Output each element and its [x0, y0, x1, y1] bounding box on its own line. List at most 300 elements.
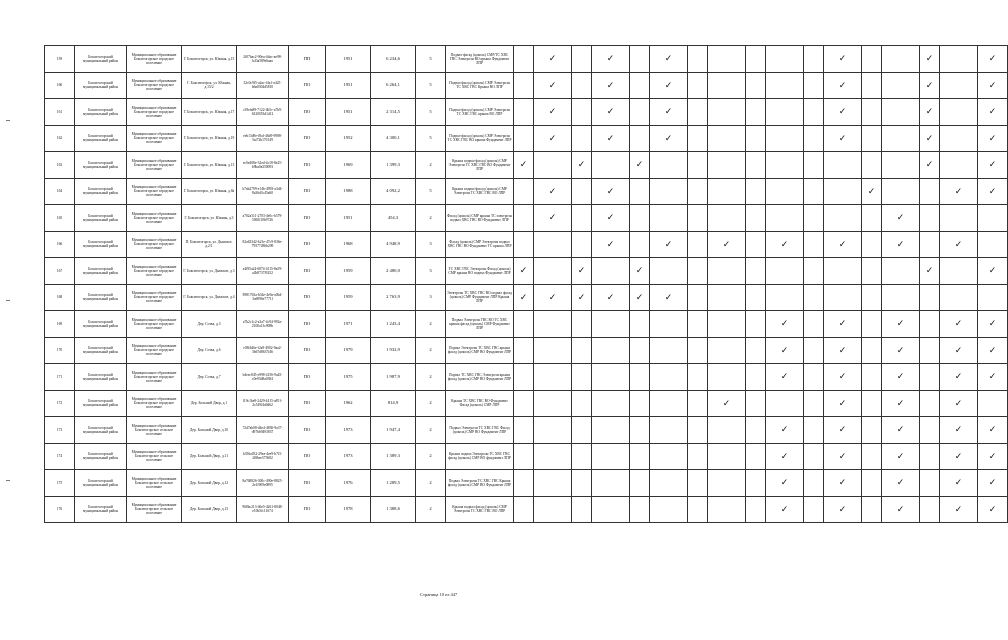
- row-number: 173: [45, 417, 75, 444]
- district-cell: Бокситогорский муниципальный район: [75, 364, 127, 391]
- check-cell: [708, 284, 746, 311]
- check-cell: [650, 417, 688, 444]
- check-cell: [804, 72, 824, 99]
- address-cell: П. Бокситогорск, ул. Дымское, д.2/1: [182, 231, 237, 258]
- check-cell: [746, 231, 766, 258]
- check-cell: [882, 470, 920, 497]
- check-cell: [708, 46, 746, 73]
- object-id-cell: 968bc213-46e5-4261-8048-e10b5fc11674: [237, 496, 289, 523]
- check-cell: [630, 364, 650, 391]
- checkmark-icon: ✓: [664, 106, 673, 117]
- checkmark-icon: ✓: [988, 159, 997, 170]
- area-cell: 4 948,9: [371, 231, 416, 258]
- check-cell: [572, 125, 592, 152]
- check-cell: [920, 231, 940, 258]
- check-cell: [824, 72, 862, 99]
- check-cell: [978, 364, 1008, 391]
- check-cell: [514, 46, 534, 73]
- area-cell: 1 947,4: [371, 417, 416, 444]
- table-row: [45, 284, 1008, 311]
- check-cell: [592, 364, 630, 391]
- check-cell: [592, 72, 630, 99]
- checkmark-icon: ✓: [896, 238, 905, 249]
- check-cell: [708, 337, 746, 364]
- check-cell: [882, 99, 920, 126]
- year-cell: 1951: [326, 46, 371, 73]
- check-cell: [514, 231, 534, 258]
- checkmark-icon: ✓: [664, 79, 673, 90]
- check-cell: [592, 337, 630, 364]
- margin-mark: [6, 480, 10, 481]
- address-cell: Дер. Большой Двор, д.1: [182, 390, 237, 417]
- check-cell: [940, 364, 978, 391]
- year-cell: 1971: [326, 311, 371, 338]
- check-cell: [746, 390, 766, 417]
- check-cell: [920, 417, 940, 444]
- checkmark-icon: ✓: [954, 450, 963, 461]
- work-list-cell: Подвал-фасад (цоколь) СМР Электроэн ТС ХВС ГВС Крыша ВО ЛПР: [446, 72, 514, 99]
- checkmark-icon: ✓: [635, 159, 644, 170]
- check-cell: [514, 258, 534, 285]
- checkmark-icon: ✓: [896, 344, 905, 355]
- area-cell: 814,9: [371, 390, 416, 417]
- address-cell: Г. Бокситогорск, ул. Южная, д.13: [182, 152, 237, 179]
- check-cell: [688, 496, 708, 523]
- district-cell: Бокситогорский муниципальный район: [75, 205, 127, 232]
- check-cell: [804, 496, 824, 523]
- check-cell: [650, 72, 688, 99]
- check-cell: [940, 390, 978, 417]
- check-cell: [766, 46, 804, 73]
- table-row: [45, 443, 1008, 470]
- check-cell: [766, 152, 804, 179]
- checkmark-icon: ✓: [838, 450, 847, 461]
- check-cell: [766, 390, 804, 417]
- check-cell: [804, 152, 824, 179]
- check-cell: [534, 72, 572, 99]
- check-cell: [514, 311, 534, 338]
- check-cell: [766, 231, 804, 258]
- zone-cell: ПО: [289, 470, 326, 497]
- district-cell: Бокситогорский муниципальный район: [75, 46, 127, 73]
- floors-cell: 5: [416, 125, 446, 152]
- check-cell: [824, 99, 862, 126]
- check-cell: [882, 417, 920, 444]
- check-cell: [920, 99, 940, 126]
- work-list-cell: Фасад (цоколь) СМР крыша ТС электроэн подвал ХВС ГВС ВО Фундамент ЛПР: [446, 205, 514, 232]
- zone-cell: ПО: [289, 99, 326, 126]
- checkmark-icon: ✓: [548, 53, 557, 64]
- work-list-cell: Подвал Электроэн ТС ХВС ГВС Фасад (цоколь) СМР ВО Фундамент ЛПР: [446, 417, 514, 444]
- check-cell: [920, 72, 940, 99]
- checkmark-icon: ✓: [988, 477, 997, 488]
- checkmark-icon: ✓: [838, 132, 847, 143]
- check-cell: [746, 152, 766, 179]
- checkmark-icon: ✓: [548, 79, 557, 90]
- check-cell: [572, 337, 592, 364]
- check-cell: [534, 284, 572, 311]
- check-cell: [882, 72, 920, 99]
- check-cell: [746, 417, 766, 444]
- check-cell: [688, 99, 708, 126]
- check-cell: [824, 46, 862, 73]
- table-row: [45, 72, 1008, 99]
- check-cell: [650, 470, 688, 497]
- floors-cell: 3: [416, 231, 446, 258]
- check-cell: [978, 417, 1008, 444]
- check-cell: [940, 258, 978, 285]
- check-cell: [572, 390, 592, 417]
- check-cell: [572, 443, 592, 470]
- zone-cell: ПО: [289, 443, 326, 470]
- check-cell: [882, 496, 920, 523]
- check-cell: [630, 72, 650, 99]
- check-cell: [534, 443, 572, 470]
- object-id-cell: 72d7ab08-d4e4-4836-9a37-d97b69493837: [237, 417, 289, 444]
- check-cell: [882, 258, 920, 285]
- check-cell: [824, 364, 862, 391]
- check-cell: [534, 390, 572, 417]
- check-cell: [804, 443, 824, 470]
- owner-cell: Муниципальное образование Бокситогорское сельское поселение: [127, 443, 182, 470]
- check-cell: [572, 496, 592, 523]
- check-cell: [650, 364, 688, 391]
- check-cell: [940, 417, 978, 444]
- checkmark-icon: ✓: [925, 53, 934, 64]
- table-row: [45, 390, 1008, 417]
- check-cell: [978, 470, 1008, 497]
- floors-cell: 5: [416, 46, 446, 73]
- row-number: 162: [45, 125, 75, 152]
- check-cell: [688, 152, 708, 179]
- check-cell: [650, 231, 688, 258]
- check-cell: [592, 152, 630, 179]
- address-cell: Дер. Сотка, д.6: [182, 337, 237, 364]
- work-list-cell: Подвал ТС ХВС ГВС Электроэн крыша фасад (цоколь) СМР ВО Фундамент ЛПР: [446, 364, 514, 391]
- check-cell: [572, 284, 592, 311]
- check-cell: [630, 311, 650, 338]
- check-cell: [708, 72, 746, 99]
- check-cell: [708, 99, 746, 126]
- check-cell: [862, 337, 882, 364]
- owner-cell: Муниципальное образование Бокситогорское городское поселение: [127, 205, 182, 232]
- checkmark-icon: ✓: [780, 450, 789, 461]
- check-cell: [572, 311, 592, 338]
- check-cell: [708, 496, 746, 523]
- table-body: [45, 46, 1008, 523]
- floors-cell: 2: [416, 311, 446, 338]
- check-cell: [688, 337, 708, 364]
- check-cell: [804, 390, 824, 417]
- check-cell: [708, 258, 746, 285]
- work-list-cell: ТС ХВС ГВС Электроэн Фасад (цоколь) СМР крыша ВО подвал Фундамент ЛПР: [446, 258, 514, 285]
- area-cell: 454,3: [371, 205, 416, 232]
- check-cell: [940, 46, 978, 73]
- check-cell: [882, 284, 920, 311]
- district-cell: Бокситогорский муниципальный район: [75, 417, 127, 444]
- check-cell: [688, 178, 708, 205]
- check-cell: [534, 205, 572, 232]
- check-cell: [650, 284, 688, 311]
- address-cell: Г. Бокситогорск, ул. Дымское, д.4: [182, 284, 237, 311]
- work-list-cell: Крыша подвал Электроэн ТС ХВС ГВС фасад (цоколь) СМР ВО фундамент ЛПР: [446, 443, 514, 470]
- check-cell: [514, 99, 534, 126]
- check-cell: [862, 390, 882, 417]
- area-cell: 1 932,9: [371, 337, 416, 364]
- check-cell: [708, 231, 746, 258]
- check-cell: [882, 178, 920, 205]
- checkmark-icon: ✓: [988, 371, 997, 382]
- district-cell: Бокситогорский муниципальный район: [75, 496, 127, 523]
- row-number: 166: [45, 231, 75, 258]
- checkmark-icon: ✓: [606, 53, 615, 64]
- check-cell: [920, 470, 940, 497]
- work-list-cell: Подвал-фасад (цоколь) СМР/ТС ХВС ГВС Электроэн ВО крыша Фундамент ЛПР: [446, 46, 514, 73]
- check-cell: [630, 178, 650, 205]
- check-cell: [592, 390, 630, 417]
- checkmark-icon: ✓: [838, 503, 847, 514]
- check-cell: [688, 390, 708, 417]
- work-list-cell: Крыша подвал-фасад (цоколь) СМР Электроэн ТС ХВС ГВС ВО Фундамент ЛПР: [446, 152, 514, 179]
- check-cell: [920, 178, 940, 205]
- row-number: 164: [45, 178, 75, 205]
- area-cell: 2 480,0: [371, 258, 416, 285]
- check-cell: [940, 496, 978, 523]
- check-cell: [862, 99, 882, 126]
- row-number: 168: [45, 284, 75, 311]
- area-cell: 1 388,6: [371, 496, 416, 523]
- check-cell: [920, 337, 940, 364]
- checkmark-icon: ✓: [838, 344, 847, 355]
- district-cell: Бокситогорский муниципальный район: [75, 99, 127, 126]
- zone-cell: ПП: [289, 46, 326, 73]
- check-cell: [920, 46, 940, 73]
- year-cell: 1951: [326, 72, 371, 99]
- owner-cell: Муниципальное образование Бокситогорское городское поселение: [127, 46, 182, 73]
- work-list-cell: Подвал Электроэн ГВС ВО ТС ХВС крыша фасад (цоколь) СМР Фундамент ЛПР: [446, 311, 514, 338]
- check-cell: [708, 178, 746, 205]
- check-cell: [650, 99, 688, 126]
- checkmark-icon: ✓: [988, 53, 997, 64]
- check-cell: [534, 99, 572, 126]
- check-cell: [746, 99, 766, 126]
- checkmark-icon: ✓: [954, 238, 963, 249]
- checkmark-icon: ✓: [838, 79, 847, 90]
- year-cell: 1973: [326, 443, 371, 470]
- check-cell: [824, 417, 862, 444]
- row-number: 170: [45, 337, 75, 364]
- owner-cell: Муниципальное образование Бокситогорское городское поселение: [127, 125, 182, 152]
- check-cell: [630, 417, 650, 444]
- check-cell: [804, 99, 824, 126]
- address-cell: Дер. Большой Двор, д.11: [182, 443, 237, 470]
- checkmark-icon: ✓: [896, 477, 905, 488]
- table-row: [45, 231, 1008, 258]
- owner-cell: Муниципальное образование Бокситогорское городское поселение: [127, 364, 182, 391]
- check-cell: [746, 205, 766, 232]
- address-cell: Г. Бокситогорск, ул. Южная, д.19: [182, 125, 237, 152]
- check-cell: [572, 152, 592, 179]
- check-cell: [650, 205, 688, 232]
- check-cell: [862, 417, 882, 444]
- check-cell: [766, 417, 804, 444]
- check-cell: [534, 417, 572, 444]
- checkmark-icon: ✓: [838, 318, 847, 329]
- check-cell: [708, 364, 746, 391]
- check-cell: [746, 337, 766, 364]
- check-cell: [708, 390, 746, 417]
- check-cell: [862, 205, 882, 232]
- check-cell: [572, 417, 592, 444]
- checkmark-icon: ✓: [954, 424, 963, 435]
- year-cell: 1976: [326, 470, 371, 497]
- check-cell: [940, 152, 978, 179]
- check-cell: [882, 337, 920, 364]
- checkmark-icon: ✓: [988, 318, 997, 329]
- check-cell: [572, 99, 592, 126]
- check-cell: [804, 284, 824, 311]
- checkmark-icon: ✓: [954, 318, 963, 329]
- check-cell: [978, 496, 1008, 523]
- checkmark-icon: ✓: [954, 344, 963, 355]
- year-cell: 1973: [326, 417, 371, 444]
- check-cell: [978, 46, 1008, 73]
- check-cell: [766, 125, 804, 152]
- floors-cell: 5: [416, 178, 446, 205]
- checkmark-icon: ✓: [954, 185, 963, 196]
- checkmark-icon: ✓: [606, 291, 615, 302]
- work-list-cell: Электроэн ТС ХВС ГВС ВО подвал фасад (цоколь) СМР Фундамент ЛПР Крыша ЛПР: [446, 284, 514, 311]
- table-row: [45, 258, 1008, 285]
- check-cell: [882, 205, 920, 232]
- check-cell: [766, 470, 804, 497]
- district-cell: Бокситогорский муниципальный район: [75, 470, 127, 497]
- floors-cell: 2: [416, 470, 446, 497]
- check-cell: [824, 311, 862, 338]
- check-cell: [882, 231, 920, 258]
- district-cell: Бокситогорский муниципальный район: [75, 443, 127, 470]
- check-cell: [882, 152, 920, 179]
- check-cell: [650, 46, 688, 73]
- table-row: [45, 337, 1008, 364]
- check-cell: [708, 152, 746, 179]
- table-row: [45, 364, 1008, 391]
- check-cell: [766, 205, 804, 232]
- check-cell: [592, 231, 630, 258]
- checkmark-icon: ✓: [780, 424, 789, 435]
- check-cell: [688, 470, 708, 497]
- check-cell: [862, 72, 882, 99]
- check-cell: [592, 284, 630, 311]
- check-cell: [708, 311, 746, 338]
- district-cell: Бокситогорский муниципальный район: [75, 258, 127, 285]
- check-cell: [630, 231, 650, 258]
- check-cell: [746, 496, 766, 523]
- year-cell: 1959: [326, 258, 371, 285]
- area-cell: 4 092,2: [371, 178, 416, 205]
- table-row: [45, 178, 1008, 205]
- checkmark-icon: ✓: [780, 503, 789, 514]
- check-cell: [708, 417, 746, 444]
- check-cell: [824, 258, 862, 285]
- owner-cell: Муниципальное образование Бокситогорское городское поселение: [127, 99, 182, 126]
- check-cell: [514, 443, 534, 470]
- check-cell: [746, 178, 766, 205]
- owner-cell: Муниципальное образование Бокситогорское городское поселение: [127, 390, 182, 417]
- address-cell: Дер. Сотка, д.3: [182, 311, 237, 338]
- address-cell: Дер. Большой Двор, д.12: [182, 470, 237, 497]
- check-cell: [940, 311, 978, 338]
- checkmark-icon: ✓: [954, 397, 963, 408]
- check-cell: [534, 311, 572, 338]
- checkmark-icon: ✓: [780, 238, 789, 249]
- check-cell: [978, 125, 1008, 152]
- check-cell: [630, 99, 650, 126]
- check-cell: [688, 72, 708, 99]
- check-cell: [688, 46, 708, 73]
- table-row: [45, 417, 1008, 444]
- floors-cell: 2: [416, 390, 446, 417]
- checkmark-icon: ✓: [548, 185, 557, 196]
- check-cell: [824, 152, 862, 179]
- margin-mark: [6, 120, 10, 121]
- check-cell: [978, 443, 1008, 470]
- object-id-cell: e4f95a24-6874-4115-8a59-a2b8737f9252: [237, 258, 289, 285]
- check-cell: [978, 205, 1008, 232]
- check-cell: [824, 231, 862, 258]
- district-cell: Бокситогорский муниципальный район: [75, 284, 127, 311]
- check-cell: [978, 258, 1008, 285]
- check-cell: [592, 311, 630, 338]
- check-cell: [766, 364, 804, 391]
- check-cell: [766, 258, 804, 285]
- check-cell: [592, 99, 630, 126]
- check-cell: [592, 178, 630, 205]
- check-cell: [572, 72, 592, 99]
- checkmark-icon: ✓: [925, 79, 934, 90]
- check-cell: [650, 311, 688, 338]
- check-cell: [862, 46, 882, 73]
- object-id-cell: b356a032-29ea-4ee9-b7f3-2f8bee575682: [237, 443, 289, 470]
- check-cell: [882, 390, 920, 417]
- check-cell: [920, 364, 940, 391]
- address-cell: Г. Бокситогорск, ул. Южная, д.3: [182, 205, 237, 232]
- district-cell: Бокситогорский муниципальный район: [75, 337, 127, 364]
- checkmark-icon: ✓: [722, 397, 731, 408]
- check-cell: [592, 470, 630, 497]
- check-cell: [940, 178, 978, 205]
- zone-cell: ПО: [289, 284, 326, 311]
- check-cell: [978, 284, 1008, 311]
- area-cell: 6 264,1: [371, 72, 416, 99]
- checkmark-icon: ✓: [896, 318, 905, 329]
- check-cell: [804, 364, 824, 391]
- check-cell: [804, 125, 824, 152]
- check-cell: [862, 125, 882, 152]
- data-sheet: [44, 45, 997, 580]
- row-number: 165: [45, 205, 75, 232]
- checkmark-icon: ✓: [925, 159, 934, 170]
- owner-cell: Муниципальное образование Бокситогорское городское поселение: [127, 311, 182, 338]
- check-cell: [572, 364, 592, 391]
- check-cell: [920, 311, 940, 338]
- check-cell: [688, 417, 708, 444]
- checkmark-icon: ✓: [896, 397, 905, 408]
- check-cell: [534, 125, 572, 152]
- object-id-cell: eeb13d9e-f8af-46d9-9988-5af72b170149: [237, 125, 289, 152]
- checkmark-icon: ✓: [548, 132, 557, 143]
- floors-cell: 3: [416, 284, 446, 311]
